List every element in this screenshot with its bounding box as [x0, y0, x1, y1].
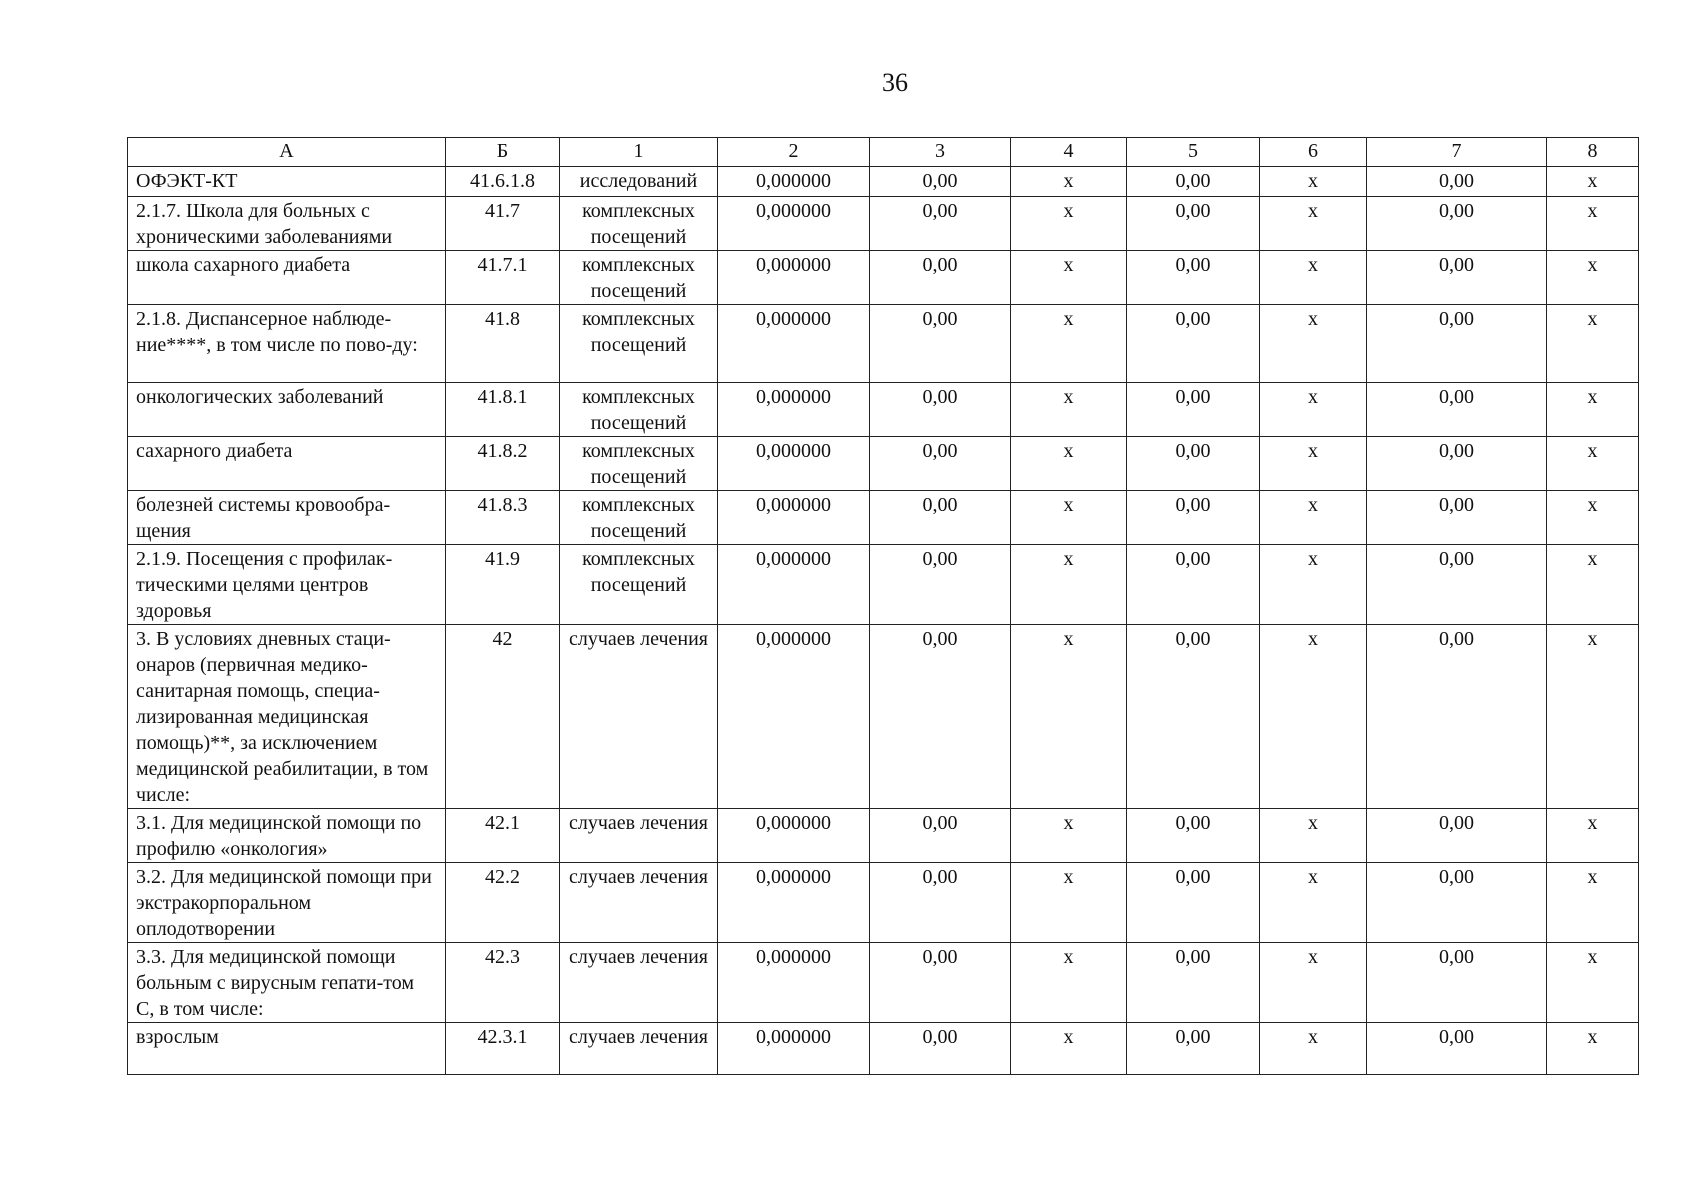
row-col-6: х	[1260, 625, 1367, 809]
row-col-8: х	[1547, 809, 1639, 863]
table-row	[128, 251, 1639, 305]
table-row	[128, 437, 1639, 491]
header-cell-4: 4	[1011, 138, 1127, 167]
row-code: 41.7	[446, 197, 560, 251]
row-col-5: 0,00	[1127, 251, 1260, 305]
table-row	[128, 1023, 1639, 1075]
row-col-2: 0,000000	[718, 383, 870, 437]
row-col-7: 0,00	[1367, 437, 1547, 491]
row-col-6: х	[1260, 863, 1367, 943]
row-col-3: 0,00	[870, 545, 1011, 625]
row-col-5: 0,00	[1127, 167, 1260, 197]
row-col-5: 0,00	[1127, 625, 1260, 809]
row-col-4: х	[1011, 383, 1127, 437]
row-col-6: х	[1260, 491, 1367, 545]
row-col-5: 0,00	[1127, 1023, 1260, 1075]
row-col-2: 0,000000	[718, 545, 870, 625]
row-name: 2.1.7. Школа для больных с хроническими заболеваниями	[128, 197, 446, 251]
row-col-7: 0,00	[1367, 167, 1547, 197]
row-code: 41.7.1	[446, 251, 560, 305]
row-unit: комплексных посещений	[560, 437, 718, 491]
row-code: 41.8	[446, 305, 560, 383]
row-col-3: 0,00	[870, 625, 1011, 809]
header-cell-3: 3	[870, 138, 1011, 167]
row-col-5: 0,00	[1127, 545, 1260, 625]
row-col-4: х	[1011, 863, 1127, 943]
row-col-3: 0,00	[870, 943, 1011, 1023]
row-unit: исследований	[560, 167, 718, 197]
row-col-2: 0,000000	[718, 305, 870, 383]
row-col-7: 0,00	[1367, 809, 1547, 863]
row-code: 42	[446, 625, 560, 809]
table-row	[128, 167, 1639, 197]
row-col-7: 0,00	[1367, 251, 1547, 305]
row-col-6: х	[1260, 545, 1367, 625]
row-name: болезней системы кровообра-щения	[128, 491, 446, 545]
row-col-8: х	[1547, 545, 1639, 625]
row-col-2: 0,000000	[718, 1023, 870, 1075]
table-row	[128, 383, 1639, 437]
row-col-2: 0,000000	[718, 625, 870, 809]
row-col-4: х	[1011, 545, 1127, 625]
row-col-8: х	[1547, 943, 1639, 1023]
row-col-2: 0,000000	[718, 491, 870, 545]
row-col-6: х	[1260, 383, 1367, 437]
row-name: сахарного диабета	[128, 437, 446, 491]
row-col-6: х	[1260, 1023, 1367, 1075]
table-row	[128, 197, 1639, 251]
row-col-7: 0,00	[1367, 197, 1547, 251]
row-unit: комплексных посещений	[560, 383, 718, 437]
row-col-3: 0,00	[870, 437, 1011, 491]
row-col-3: 0,00	[870, 491, 1011, 545]
row-code: 42.3.1	[446, 1023, 560, 1075]
row-code: 42.3	[446, 943, 560, 1023]
header-cell-2: 2	[718, 138, 870, 167]
row-col-4: х	[1011, 197, 1127, 251]
row-name: 2.1.8. Диспансерное наблюде-ние****, в том числе по пово-ду:	[128, 305, 446, 383]
row-col-2: 0,000000	[718, 943, 870, 1023]
row-col-4: х	[1011, 251, 1127, 305]
row-code: 41.9	[446, 545, 560, 625]
header-cell-7: 7	[1367, 138, 1547, 167]
row-col-8: х	[1547, 625, 1639, 809]
row-unit: комплексных посещений	[560, 545, 718, 625]
row-name: ОФЭКТ-КТ	[128, 167, 446, 197]
row-col-5: 0,00	[1127, 305, 1260, 383]
row-col-7: 0,00	[1367, 491, 1547, 545]
row-col-7: 0,00	[1367, 863, 1547, 943]
row-col-8: х	[1547, 437, 1639, 491]
table-row	[128, 863, 1639, 943]
row-col-4: х	[1011, 305, 1127, 383]
row-col-3: 0,00	[870, 197, 1011, 251]
row-code: 41.8.2	[446, 437, 560, 491]
row-unit: комплексных посещений	[560, 197, 718, 251]
row-name: 3.3. Для медицинской помощи больным с вирусным гепати-том С, в том числе:	[128, 943, 446, 1023]
row-col-7: 0,00	[1367, 305, 1547, 383]
row-code: 41.6.1.8	[446, 167, 560, 197]
table-row	[128, 625, 1639, 809]
row-col-5: 0,00	[1127, 491, 1260, 545]
row-col-2: 0,000000	[718, 167, 870, 197]
header-cell-8: 8	[1547, 138, 1639, 167]
row-col-7: 0,00	[1367, 625, 1547, 809]
row-col-5: 0,00	[1127, 863, 1260, 943]
row-col-2: 0,000000	[718, 809, 870, 863]
row-col-3: 0,00	[870, 809, 1011, 863]
row-col-6: х	[1260, 251, 1367, 305]
header-cell-1: 1	[560, 138, 718, 167]
row-col-8: х	[1547, 251, 1639, 305]
row-col-8: х	[1547, 197, 1639, 251]
row-col-5: 0,00	[1127, 197, 1260, 251]
row-col-3: 0,00	[870, 251, 1011, 305]
page-number: 36	[882, 68, 908, 97]
row-col-6: х	[1260, 437, 1367, 491]
row-col-5: 0,00	[1127, 383, 1260, 437]
row-unit: комплексных посещений	[560, 491, 718, 545]
row-code: 42.2	[446, 863, 560, 943]
row-code: 42.1	[446, 809, 560, 863]
row-unit: случаев лечения	[560, 625, 718, 809]
table-row	[128, 943, 1639, 1023]
row-col-4: х	[1011, 625, 1127, 809]
row-col-7: 0,00	[1367, 1023, 1547, 1075]
header-cell-6: 6	[1260, 138, 1367, 167]
row-unit: случаев лечения	[560, 863, 718, 943]
row-col-2: 0,000000	[718, 863, 870, 943]
row-col-3: 0,00	[870, 1023, 1011, 1075]
header-cell-5: 5	[1127, 138, 1260, 167]
row-col-8: х	[1547, 1023, 1639, 1075]
row-col-8: х	[1547, 863, 1639, 943]
row-col-8: х	[1547, 383, 1639, 437]
row-col-3: 0,00	[870, 863, 1011, 943]
row-col-7: 0,00	[1367, 383, 1547, 437]
row-col-3: 0,00	[870, 383, 1011, 437]
row-col-4: х	[1011, 1023, 1127, 1075]
row-col-2: 0,000000	[718, 197, 870, 251]
row-code: 41.8.3	[446, 491, 560, 545]
row-col-4: х	[1011, 437, 1127, 491]
row-col-4: х	[1011, 491, 1127, 545]
row-code: 41.8.1	[446, 383, 560, 437]
header-cell-b: Б	[446, 138, 560, 167]
table-row	[128, 491, 1639, 545]
table-row	[128, 545, 1639, 625]
data-table	[127, 137, 1639, 1075]
row-col-4: х	[1011, 167, 1127, 197]
row-col-5: 0,00	[1127, 809, 1260, 863]
row-name: 3.2. Для медицинской помощи при экстракорпоральном оплодотворении	[128, 863, 446, 943]
row-col-2: 0,000000	[718, 437, 870, 491]
row-col-6: х	[1260, 943, 1367, 1023]
row-name: онкологических заболеваний	[128, 383, 446, 437]
table-row	[128, 305, 1639, 383]
row-col-3: 0,00	[870, 167, 1011, 197]
row-col-7: 0,00	[1367, 545, 1547, 625]
row-col-5: 0,00	[1127, 437, 1260, 491]
row-col-4: х	[1011, 809, 1127, 863]
row-name: школа сахарного диабета	[128, 251, 446, 305]
row-name: 3.1. Для медицинской помощи по профилю «онкология»	[128, 809, 446, 863]
row-col-2: 0,000000	[718, 251, 870, 305]
row-col-6: х	[1260, 305, 1367, 383]
row-unit: комплексных посещений	[560, 251, 718, 305]
row-name: 3. В условиях дневных стаци-онаров (первичная медико-санитарная помощь, специа-лизированная медицинская помощь)**, за исключением медицинской реабилитации, в том числе:	[128, 625, 446, 809]
row-unit: случаев лечения	[560, 943, 718, 1023]
row-col-8: х	[1547, 167, 1639, 197]
row-unit: случаев лечения	[560, 809, 718, 863]
row-unit: комплексных посещений	[560, 305, 718, 383]
row-name: 2.1.9. Посещения с профилак-тическими целями центров здоровья	[128, 545, 446, 625]
row-col-6: х	[1260, 809, 1367, 863]
row-col-4: х	[1011, 943, 1127, 1023]
row-col-6: х	[1260, 167, 1367, 197]
row-col-7: 0,00	[1367, 943, 1547, 1023]
row-col-5: 0,00	[1127, 943, 1260, 1023]
row-unit: случаев лечения	[560, 1023, 718, 1075]
row-col-8: х	[1547, 491, 1639, 545]
row-col-3: 0,00	[870, 305, 1011, 383]
row-col-6: х	[1260, 197, 1367, 251]
header-row	[128, 138, 1639, 167]
row-col-8: х	[1547, 305, 1639, 383]
header-cell-a: А	[128, 138, 446, 167]
row-name: взрослым	[128, 1023, 446, 1075]
table-row	[128, 809, 1639, 863]
